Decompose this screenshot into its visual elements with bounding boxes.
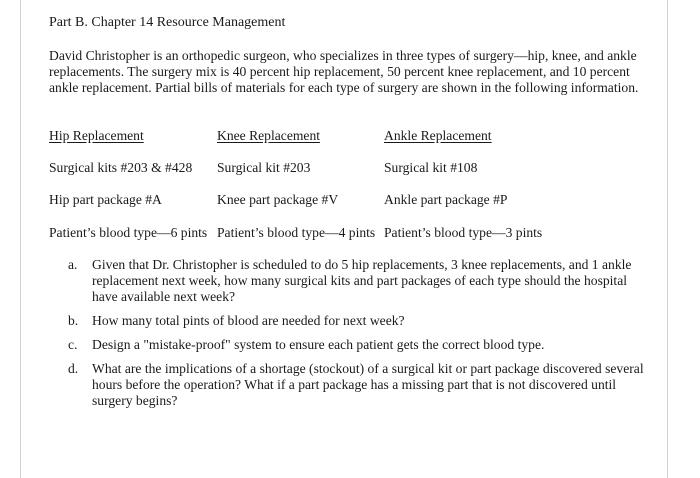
header-ankle-label: Ankle Replacement bbox=[384, 128, 492, 143]
question-list bbox=[68, 257, 648, 417]
question-marker: b. bbox=[68, 313, 79, 328]
question-text: Design a "mistake-proof" system to ensure each patient gets the correct blood type. bbox=[92, 337, 545, 352]
cell-knee-package: Knee part package #V bbox=[217, 192, 339, 207]
question-a bbox=[68, 257, 648, 305]
cell-knee-kits: Surgical kit #203 bbox=[217, 160, 311, 175]
cell-ankle-package: Ankle part package #P bbox=[384, 192, 508, 207]
cell-hip-blood: Patient’s blood type—6 pints bbox=[49, 225, 208, 240]
page-heading: Part B. Chapter 14 Resource Management bbox=[49, 15, 286, 30]
question-text: Given that Dr. Christopher is scheduled to do 5 hip replacements, 3 knee replacements, and 1 ankle replacement next week, how many surgical kits and part packages of each type should the hospital have available next week? bbox=[92, 257, 632, 304]
cell-hip-package: Hip part package #A bbox=[49, 192, 162, 207]
cell-ankle-blood: Patient’s blood type—3 pints bbox=[384, 225, 543, 240]
header-knee-label: Knee Replacement bbox=[217, 128, 321, 143]
question-marker: c. bbox=[68, 337, 78, 352]
cell-knee-blood: Patient’s blood type—4 pints bbox=[217, 225, 376, 240]
header-knee bbox=[217, 128, 367, 144]
header-hip bbox=[49, 128, 196, 144]
question-marker: a. bbox=[68, 257, 78, 272]
header-hip-label: Hip Replacement bbox=[49, 128, 144, 143]
header-ankle bbox=[384, 128, 492, 144]
question-d bbox=[68, 361, 648, 409]
cell-hip-kits: Surgical kits #203 & #428 bbox=[49, 160, 193, 175]
question-text: How many total pints of blood are needed for next week? bbox=[92, 313, 405, 328]
cell-ankle-kits: Surgical kit #108 bbox=[384, 160, 478, 175]
question-marker: d. bbox=[68, 361, 79, 376]
intro-paragraph: David Christopher is an orthopedic surgeon, who specializes in three types of surgery—hip, knee, and ankle replacements. The surgery mix is 40 percent hip replacement, 50 percent knee replacement, and 10 percent ankle replacement. Partial bills of materials for each type of surgery are shown in the following information. bbox=[49, 48, 639, 95]
question-b bbox=[68, 313, 648, 329]
question-text: What are the implications of a shortage (stockout) of a surgical kit or part package discovered several hours before the operation? What if a part package has a missing part that is not discovered until surgery begins? bbox=[92, 361, 644, 408]
question-c bbox=[68, 337, 648, 353]
